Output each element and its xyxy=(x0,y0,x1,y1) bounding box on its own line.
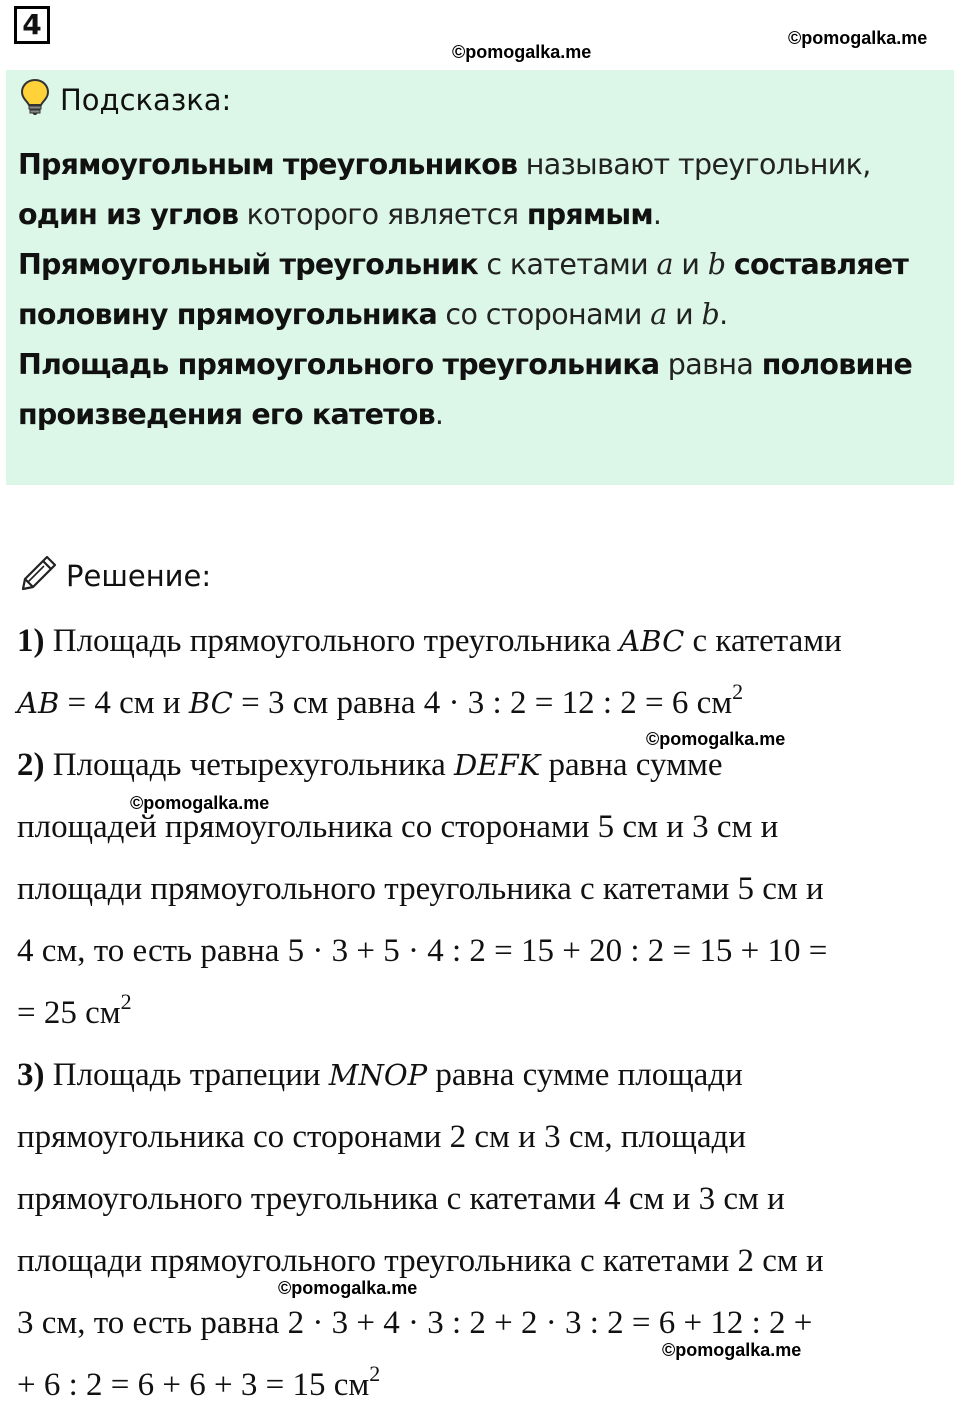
step-number: 1) xyxy=(17,623,45,659)
lightbulb-icon xyxy=(20,78,50,123)
hint-span: называют треугольник, xyxy=(517,148,871,181)
solution-line xyxy=(17,1044,947,1106)
task-number: 4 xyxy=(14,6,50,44)
solution-line: 3 см, то есть равна 2 · 3 + 4 · 3 : 2 + 2 · 3 : 2 = 6 + 12 : 2 + xyxy=(17,1305,813,1341)
solution-line xyxy=(17,672,947,734)
solution-line xyxy=(17,610,947,672)
hint-span: которого является xyxy=(238,198,527,231)
hint-var: b xyxy=(707,248,726,281)
watermark: ©pomogalka.me xyxy=(278,1278,418,1298)
hint-var: a xyxy=(650,298,667,331)
solution-var: ABC xyxy=(619,624,685,658)
solution-line: прямоугольного треугольника с катетами 4 см и 3 см и xyxy=(17,1181,785,1217)
solution-var: DEFK xyxy=(454,748,541,782)
solution-line: площади прямоугольного треугольника с катетами 2 см и xyxy=(17,1243,824,1279)
watermark: ©pomogalka.me xyxy=(662,1340,802,1360)
hint-span: . xyxy=(434,398,444,431)
hint-paragraph-2 xyxy=(18,240,943,340)
hint-paragraph-1 xyxy=(18,140,943,240)
hint-bold: один из углов xyxy=(18,198,239,231)
solution-line xyxy=(17,982,947,1044)
hint-bold: Прямоугольный треугольник xyxy=(18,248,478,281)
hint-span: и xyxy=(666,298,702,331)
superscript: 2 xyxy=(120,989,132,1014)
solution-text xyxy=(17,610,947,1416)
solution-line: прямоугольника со сторонами 2 см и 3 см, площади xyxy=(17,1119,746,1155)
solution-var: BC xyxy=(188,686,233,720)
watermark: ©pomogalka.me xyxy=(646,729,786,749)
hint-span: равна xyxy=(659,348,762,381)
hint-var: a xyxy=(656,248,673,281)
hint-span: . xyxy=(719,298,728,331)
step-number: 2) xyxy=(17,747,45,783)
superscript: 2 xyxy=(732,679,744,704)
solution-span: Площадь четырехугольника xyxy=(44,747,455,783)
hint-bold: Площадь прямоугольного треугольника xyxy=(18,348,660,381)
solution-var: AB xyxy=(17,686,60,720)
solution-span: = 3 см равна 4 · 3 : 2 = 12 : 2 = 6 см xyxy=(232,685,733,721)
hint-title-label: Подсказка: xyxy=(60,83,232,117)
solution-span: равна сумме xyxy=(540,747,723,783)
solution-line: площади прямоугольного треугольника с катетами 5 см и xyxy=(17,871,824,907)
solution-span: = 25 см xyxy=(17,995,121,1031)
solution-span: = 4 см и xyxy=(59,685,189,721)
hint-bold: прямым xyxy=(526,198,653,231)
solution-span: Площадь прямоугольного треугольника xyxy=(44,623,620,659)
hint-bold: составляет половину прямоугольника xyxy=(18,248,909,331)
hint-span: со сторонами xyxy=(436,298,651,331)
solution-span: Площадь трапеции xyxy=(44,1057,329,1093)
solution-span: равна сумме площади xyxy=(427,1057,743,1093)
solution-var: MNOP xyxy=(328,1058,428,1092)
watermark: ©pomogalka.me xyxy=(452,42,592,62)
solution-line: площадей прямоугольника со сторонами 5 см и 3 см и xyxy=(17,809,779,845)
pencil-icon xyxy=(20,554,58,599)
solution-span: + 6 : 2 = 6 + 6 + 3 = 15 см xyxy=(17,1367,370,1403)
hint-bold: Прямоугольным треугольников xyxy=(18,148,518,181)
hint-span: . xyxy=(652,198,662,231)
hint-paragraph-3 xyxy=(18,340,943,440)
solution-title-label: Решение: xyxy=(66,559,212,593)
solution-title xyxy=(20,556,211,596)
watermark: ©pomogalka.me xyxy=(788,28,928,48)
hint-text xyxy=(18,140,943,440)
watermark: ©pomogalka.me xyxy=(130,793,270,813)
hint-bold: половине произведения его катетов xyxy=(18,348,913,431)
hint-var: b xyxy=(701,298,720,331)
hint-span: и xyxy=(672,248,708,281)
hint-span: с катетами xyxy=(477,248,657,281)
solution-line xyxy=(17,1354,947,1416)
hint-title xyxy=(20,80,231,120)
solution-line: 4 см, то есть равна 5 · 3 + 5 · 4 : 2 = 15 + 20 : 2 = 15 + 10 = xyxy=(17,933,828,969)
solution-line xyxy=(17,734,947,796)
hint-span xyxy=(725,248,733,281)
step-number: 3) xyxy=(17,1057,45,1093)
solution-span: с катетами xyxy=(684,623,842,659)
superscript: 2 xyxy=(369,1361,381,1386)
